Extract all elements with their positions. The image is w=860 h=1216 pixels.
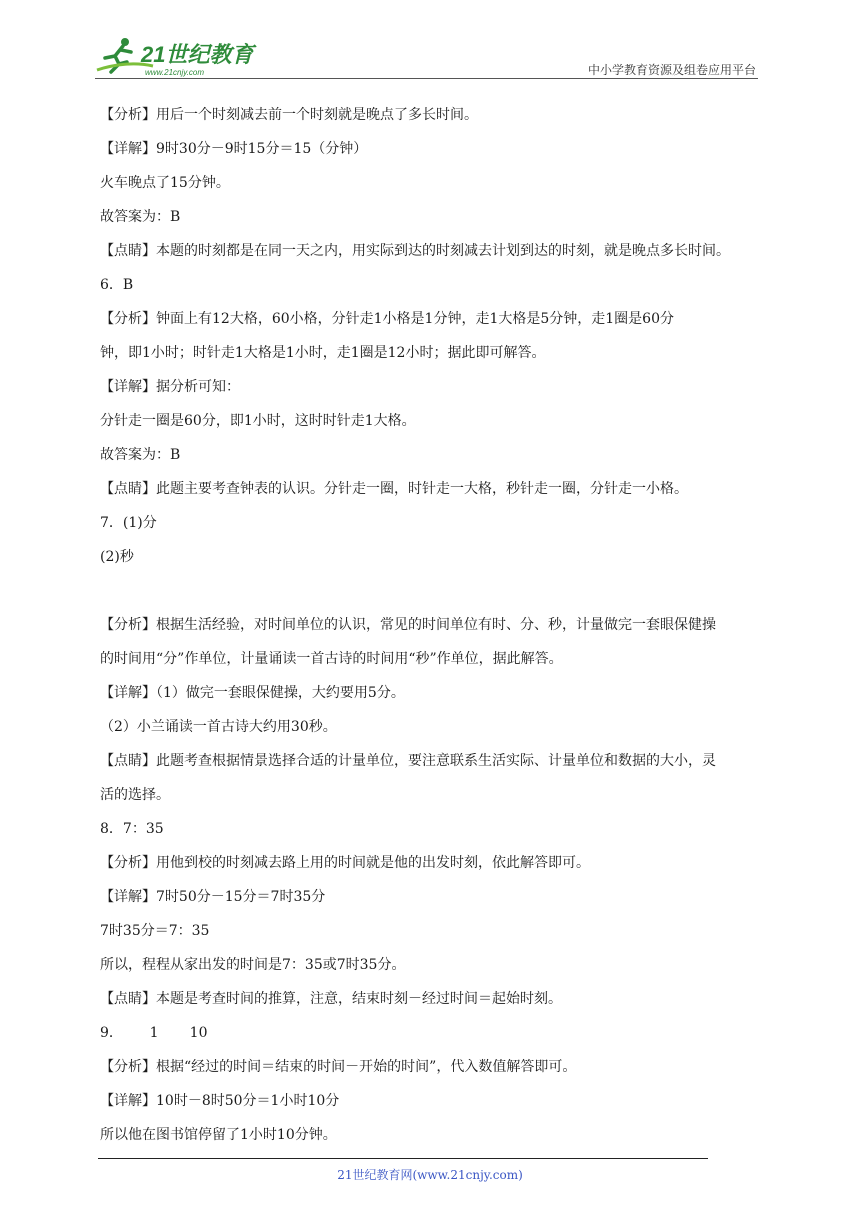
- question-number: 9． 1 10: [100, 1025, 208, 1041]
- text-line: 【详解】10时－8时50分＝1小时10分: [100, 1093, 340, 1109]
- text-line: 【分析】用后一个时刻减去前一个时刻就是晚点了多长时间。: [100, 107, 478, 123]
- text-line: 故答案为：B: [100, 209, 181, 225]
- question-number: 7．(1)分: [100, 515, 157, 531]
- text-line: 分针走一圈是60分，即1小时，这时时针走1大格。: [100, 413, 416, 429]
- platform-name: 中小学教育资源及组卷应用平台: [587, 63, 756, 77]
- text-line: 火车晚点了15分钟。: [100, 175, 230, 191]
- text-line: 【点睛】本题是考查时间的推算，注意，结束时刻－经过时间＝起始时刻。: [100, 991, 562, 1007]
- text-line: 【点睛】此题考查根据情景选择合适的计量单位，要注意联系生活实际、计量单位和数据的大小，灵: [100, 753, 716, 769]
- footer-divider: [98, 1158, 708, 1159]
- question-number: 8．7：35: [100, 821, 164, 837]
- text-line: (2)秒: [100, 549, 134, 565]
- blank-line: [100, 574, 765, 608]
- svg-text:21世纪教育: 21世纪教育: [141, 42, 254, 67]
- site-logo: [95, 34, 265, 78]
- text-line: 【详解】7时50分－15分＝7时35分: [100, 889, 326, 905]
- text-line: 钟，即1小时；时针走1大格是1小时，走1圈是12小时；据此即可解答。: [100, 345, 546, 361]
- text-line: 【详解】（1）做完一套眼保健操，大约要用5分。: [100, 685, 405, 701]
- text-line: （2）小兰诵读一首古诗大约用30秒。: [100, 719, 337, 735]
- text-line: 【点睛】此题主要考查钟表的认识。分针走一圈，时针走一大格，秒针走一圈，分针走一小格。: [100, 481, 688, 497]
- text-line: 的时间用“分”作单位，计量诵读一首古诗的时间用“秒”作单位，据此解答。: [100, 651, 563, 667]
- svg-text:www.21cnjy.com: www.21cnjy.com: [145, 68, 204, 77]
- text-line: 活的选择。: [100, 787, 170, 803]
- text-line: 所以他在图书馆停留了1小时10分钟。: [100, 1127, 337, 1143]
- text-line: 故答案为：B: [100, 447, 181, 463]
- text-line: 【详解】据分析可知：: [100, 379, 240, 395]
- page-header: [95, 34, 758, 80]
- text-line: 【点睛】本题的时刻都是在同一天之内，用实际到达的时刻减去计划到达的时刻，就是晚点多长时间。: [100, 243, 730, 259]
- text-line: 【分析】用他到校的时刻减去路上用的时间就是他的出发时刻，依此解答即可。: [100, 855, 590, 871]
- answer-content: [100, 98, 765, 1152]
- text-line: 所以，程程从家出发的时间是7：35或7时35分。: [100, 957, 406, 973]
- question-number: 6．B: [100, 277, 134, 293]
- text-line: 7时35分＝7：35: [100, 923, 210, 939]
- text-line: 【详解】9时30分－9时15分＝15（分钟）: [100, 141, 368, 157]
- text-line: 【分析】根据生活经验，对时间单位的认识，常见的时间单位有时、分、秒，计量做完一套眼保健操: [100, 617, 716, 633]
- text-line: 【分析】根据“经过的时间＝结束的时间－开始的时间”，代入数值解答即可。: [100, 1059, 577, 1075]
- text-line: 【分析】钟面上有12大格，60小格，分针走1小格是1分钟，走1大格是5分钟，走1圈是60分: [100, 311, 674, 327]
- header-divider: [95, 78, 758, 79]
- footer-link[interactable]: 21世纪教育网(www.21cnjy.com): [337, 1168, 523, 1182]
